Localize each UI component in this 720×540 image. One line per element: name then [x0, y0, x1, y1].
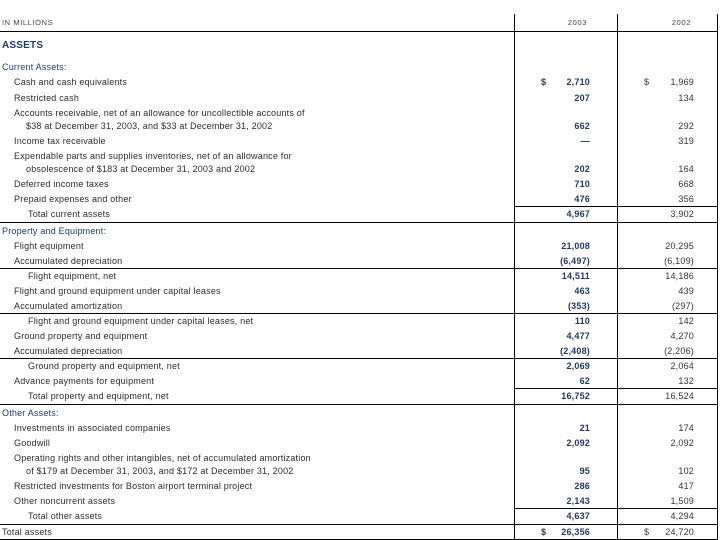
row-label: Flight and ground equipment under capital leases — [14, 286, 221, 296]
currency-symbol: $ — [541, 77, 547, 87]
value-2003: 207 — [574, 93, 590, 103]
row-label: Expendable parts and supplies inventories, net of an allowance for — [14, 151, 292, 161]
value-2002: 16,524 — [665, 391, 694, 401]
value-2003: 62 — [579, 376, 590, 386]
value-2002: 292 — [678, 121, 694, 131]
row-label: Deferred income taxes — [14, 179, 109, 189]
value-2002: (6,109) — [664, 256, 694, 266]
row-label: Ground property and equipment — [14, 331, 148, 341]
row-label: Ground property and equipment, net — [28, 361, 180, 371]
table-row — [0, 177, 717, 191]
value-2003: 21 — [579, 423, 590, 433]
value-2003: 2,069 — [566, 361, 590, 371]
value-2003: 26,356 — [561, 527, 590, 537]
value-2002: 2,092 — [670, 438, 694, 448]
value-2002: 417 — [678, 481, 694, 491]
section-rule — [0, 222, 717, 223]
value-2003: 202 — [574, 164, 590, 174]
value-2003: 476 — [574, 194, 590, 204]
row-label: Flight and ground equipment under capital leases, net — [28, 316, 254, 326]
value-2002: 14,186 — [665, 271, 694, 281]
row-label: Accumulated amortization — [14, 301, 123, 311]
row-label: Accounts receivable, net of an allowance for uncollectible accounts of — [14, 108, 305, 118]
table-row — [0, 436, 717, 450]
total-row — [0, 389, 717, 403]
value-2002: (2,206) — [664, 346, 694, 356]
value-2003: — — [580, 136, 590, 146]
table-row — [0, 344, 717, 358]
row-label: Operating rights and other intangibles, net of accumulated amortization — [14, 453, 311, 463]
value-2003: 286 — [574, 481, 590, 491]
value-2002: (297) — [671, 301, 694, 311]
row-label: $38 at December 31, 2003, and $33 at December 31, 2002 — [26, 121, 273, 131]
table-row — [0, 464, 717, 478]
grand-total-row — [0, 525, 717, 539]
value-2003: 2,092 — [566, 438, 590, 448]
property-heading-row — [0, 224, 717, 238]
value-2002: 1,509 — [670, 496, 694, 506]
row-label: Restricted investments for Boston airport terminal project — [14, 481, 253, 491]
value-2002: 132 — [678, 376, 694, 386]
table-row — [0, 284, 717, 298]
table-row — [0, 479, 717, 493]
table-row — [0, 162, 717, 176]
currency-symbol: $ — [541, 527, 547, 537]
table-row — [0, 75, 717, 89]
value-2003: (353) — [567, 301, 590, 311]
table-row — [0, 451, 717, 465]
row-label: obsolescence of $183 at December 31, 2003 and 2002 — [26, 164, 256, 174]
value-2002: 174 — [678, 423, 694, 433]
value-2002: 3,902 — [670, 209, 694, 219]
table-row — [0, 494, 717, 508]
value-2002: 134 — [678, 93, 694, 103]
value-2003: 21,008 — [561, 241, 590, 251]
current-assets-heading-row — [0, 60, 717, 74]
other-assets-heading-row — [0, 406, 717, 420]
value-2003: 710 — [574, 179, 590, 189]
table-row — [0, 299, 717, 313]
value-2003: 4,477 — [566, 331, 590, 341]
value-2002: 1,969 — [670, 77, 694, 87]
total-row — [0, 207, 717, 221]
row-label: of $179 at December 31, 2003, and $172 at December 31, 2002 — [26, 466, 294, 476]
assets-title-row — [0, 39, 717, 53]
units-label: IN MILLIONS — [2, 18, 54, 27]
value-2002: 356 — [678, 194, 694, 204]
row-label: Flight equipment, net — [28, 271, 117, 281]
table-row — [0, 149, 717, 163]
column-divider — [717, 14, 718, 540]
table-row — [0, 374, 717, 388]
value-2003: 662 — [574, 121, 590, 131]
value-2002: 20,295 — [665, 241, 694, 251]
value-2002: 24,720 — [665, 527, 694, 537]
value-2002: 4,270 — [670, 331, 694, 341]
row-label: Total other assets — [28, 511, 103, 521]
row-label: Restricted cash — [14, 93, 80, 103]
table-row — [0, 119, 717, 133]
row-label: Goodwill — [14, 438, 51, 448]
row-label: Investments in associated companies — [14, 423, 171, 433]
value-2002: 102 — [678, 466, 694, 476]
value-2003: 4,637 — [566, 511, 590, 521]
table-row — [0, 314, 717, 328]
year-2003-header: 2003 — [567, 18, 587, 27]
value-2003: 2,710 — [566, 77, 590, 87]
table-row — [0, 106, 717, 120]
header-rule — [0, 31, 717, 32]
row-label: Total current assets — [28, 209, 111, 219]
row-label: Flight equipment — [14, 241, 84, 251]
value-2003: 463 — [574, 286, 590, 296]
row-label: Prepaid expenses and other — [14, 194, 132, 204]
value-2002: 164 — [678, 164, 694, 174]
row-label: Advance payments for equipment — [14, 376, 155, 386]
property-heading: Property and Equipment: — [2, 226, 107, 236]
row-label: Income tax receivable — [14, 136, 106, 146]
table-row — [0, 134, 717, 148]
value-2003: 16,752 — [561, 391, 590, 401]
value-2002: 439 — [678, 286, 694, 296]
currency-symbol: $ — [644, 527, 650, 537]
row-label: Cash and cash equivalents — [14, 77, 128, 87]
value-2002: 319 — [678, 136, 694, 146]
currency-symbol: $ — [644, 77, 650, 87]
value-2003: (2,408) — [560, 346, 590, 356]
total-row — [0, 509, 717, 523]
table-row — [0, 329, 717, 343]
current-assets-heading: Current Assets: — [2, 62, 67, 72]
row-label: Other noncurrent assets — [14, 496, 116, 506]
year-2002-header: 2002 — [671, 18, 691, 27]
value-2003: 4,967 — [566, 209, 590, 219]
section-title: ASSETS — [2, 40, 44, 51]
table-row — [0, 192, 717, 206]
other-assets-heading: Other Assets: — [2, 408, 59, 418]
value-2003: 95 — [579, 466, 590, 476]
value-2002: 668 — [678, 179, 694, 189]
table-row — [0, 91, 717, 105]
table-row — [0, 254, 717, 268]
value-2002: 4,294 — [670, 511, 694, 521]
header-row — [0, 16, 717, 30]
value-2003: 2,143 — [566, 496, 590, 506]
table-row — [0, 239, 717, 253]
value-2003: (6,497) — [560, 256, 590, 266]
table-row — [0, 359, 717, 373]
value-2002: 2,064 — [670, 361, 694, 371]
row-label: Accumulated depreciation — [14, 346, 123, 356]
table-row — [0, 421, 717, 435]
row-label: Total property and equipment, net — [28, 391, 169, 401]
row-label: Accumulated depreciation — [14, 256, 123, 266]
table-row — [0, 269, 717, 283]
row-label: Total assets — [2, 527, 52, 537]
value-2002: 142 — [678, 316, 694, 326]
value-2003: 110 — [574, 316, 590, 326]
value-2003: 14,511 — [561, 271, 590, 281]
section-rule — [0, 404, 717, 405]
